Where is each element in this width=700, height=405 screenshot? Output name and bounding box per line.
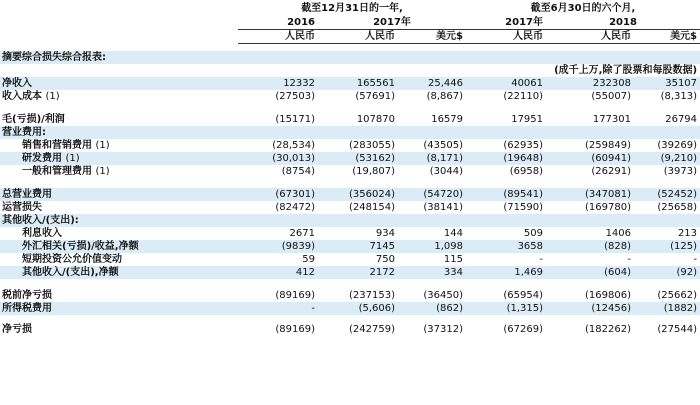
row-label: 毛(亏损)/利润 <box>0 113 238 126</box>
cell: (169780) <box>546 201 634 214</box>
cell: 2172 <box>318 266 398 279</box>
row-label: 短期投资公允价值变动 <box>0 253 238 266</box>
cell: (604) <box>546 266 634 279</box>
row-label: 净亏损 <box>0 323 238 336</box>
table-row <box>0 113 700 126</box>
table-row <box>0 201 700 214</box>
table-row <box>0 253 700 266</box>
cell: (19,807) <box>318 165 398 178</box>
cell: 7145 <box>318 240 398 253</box>
cell: (52452) <box>634 188 700 201</box>
table-row <box>0 139 700 152</box>
cell: (27544) <box>634 323 700 336</box>
row-label: 运营损失 <box>0 201 238 214</box>
cell: (57691) <box>318 90 398 103</box>
cell: (60941) <box>546 152 634 165</box>
table-row <box>0 227 700 240</box>
cell: (67269) <box>466 323 546 336</box>
cell: (8,171) <box>398 152 466 165</box>
cell: 1,469 <box>466 266 546 279</box>
cell: (25662) <box>634 289 700 302</box>
cell: - <box>238 302 318 315</box>
row-label: 收入成本 (1) <box>0 90 238 103</box>
currency-col-4: 人民币 <box>466 30 546 44</box>
cell: (28,534) <box>238 139 318 152</box>
cell: (12456) <box>546 302 634 315</box>
cell: 107870 <box>318 113 398 126</box>
cell: (5,606) <box>318 302 398 315</box>
currency-col-1: 人民币 <box>238 30 318 44</box>
cell: (8,313) <box>634 90 700 103</box>
cell: (27503) <box>238 90 318 103</box>
cell: (82472) <box>238 201 318 214</box>
period-year-ended: 截至12月31日的一年, <box>238 0 466 16</box>
table-row <box>0 240 700 253</box>
cell: (6958) <box>466 165 546 178</box>
cell: (30,013) <box>238 152 318 165</box>
row-label: 营业费用: <box>0 126 238 139</box>
cell: (3973) <box>634 165 700 178</box>
cell: 177301 <box>546 113 634 126</box>
cell: (125) <box>634 240 700 253</box>
cell: (39269) <box>634 139 700 152</box>
cell: 17951 <box>466 113 546 126</box>
year-col-2: 2017年 <box>318 16 466 30</box>
cell: - <box>546 253 634 266</box>
cell: 213 <box>634 227 700 240</box>
cell: (283055) <box>318 139 398 152</box>
cell: (248154) <box>318 201 398 214</box>
cell: (38141) <box>398 201 466 214</box>
cell: 115 <box>398 253 466 266</box>
cell: (25658) <box>634 201 700 214</box>
table-row <box>0 126 700 139</box>
row-label: 所得税费用 <box>0 302 238 315</box>
cell: 2671 <box>238 227 318 240</box>
row-label: 其他收入/(支出): <box>0 214 238 227</box>
row-label: 利息收入 <box>0 227 238 240</box>
currency-col-3: 美元$ <box>398 30 466 44</box>
year-col-1: 2016 <box>238 16 318 30</box>
cell: 3658 <box>466 240 546 253</box>
cell: 750 <box>318 253 398 266</box>
cell: (67301) <box>238 188 318 201</box>
cell: 412 <box>238 266 318 279</box>
cell: (54720) <box>398 188 466 201</box>
cell: (9,210) <box>634 152 700 165</box>
cell: 25,446 <box>398 77 466 90</box>
cell: (8,867) <box>398 90 466 103</box>
currency-col-5: 人民币 <box>546 30 634 44</box>
cell: 232308 <box>546 77 634 90</box>
cell: (89541) <box>466 188 546 201</box>
table-row <box>0 289 700 302</box>
cell: (36450) <box>398 289 466 302</box>
cell: - <box>634 253 700 266</box>
cell: (65954) <box>466 289 546 302</box>
cell: 934 <box>318 227 398 240</box>
table-row <box>0 77 700 90</box>
currency-col-6: 美元$ <box>634 30 700 44</box>
cell: (347081) <box>546 188 634 201</box>
cell: (15171) <box>238 113 318 126</box>
cell: 334 <box>398 266 466 279</box>
cell: (259849) <box>546 139 634 152</box>
row-label: 税前净亏损 <box>0 289 238 302</box>
table-row <box>0 165 700 178</box>
section-title: 摘要综合损失综合报表: <box>0 51 238 64</box>
cell: 12332 <box>238 77 318 90</box>
row-label: 外汇相关(亏损)/收益,净额 <box>0 240 238 253</box>
row-label: 研发费用 (1) <box>0 152 238 165</box>
row-label: 一般和管理费用 (1) <box>0 165 238 178</box>
cell: (53162) <box>318 152 398 165</box>
table-row <box>0 302 700 315</box>
cell: (8754) <box>238 165 318 178</box>
cell: 16579 <box>398 113 466 126</box>
cell: (828) <box>546 240 634 253</box>
table-row <box>0 90 700 103</box>
cell: (55007) <box>546 90 634 103</box>
cell: (3044) <box>398 165 466 178</box>
table-row <box>0 152 700 165</box>
cell: (92) <box>634 266 700 279</box>
period-six-months: 截至6月30日的六个月, <box>466 0 700 16</box>
cell: (356024) <box>318 188 398 201</box>
cell: (1,315) <box>466 302 546 315</box>
cell: 1,098 <box>398 240 466 253</box>
cell: 40061 <box>466 77 546 90</box>
year-col-4: 2018 <box>546 16 700 30</box>
cell: (169806) <box>546 289 634 302</box>
currency-col-2: 人民币 <box>318 30 398 44</box>
cell: (242759) <box>318 323 398 336</box>
row-label: 净收入 <box>0 77 238 90</box>
cell: - <box>466 253 546 266</box>
table-row <box>0 188 700 201</box>
cell: 26794 <box>634 113 700 126</box>
cell: (43505) <box>398 139 466 152</box>
row-label: 销售和营销费用 (1) <box>0 139 238 152</box>
unit-note: (成千上万,除了股票和每股数据) <box>238 64 700 77</box>
cell: (89169) <box>238 323 318 336</box>
table-row <box>0 214 700 227</box>
cell: (182262) <box>546 323 634 336</box>
cell: (22110) <box>466 90 546 103</box>
cell: 144 <box>398 227 466 240</box>
cell: (26291) <box>546 165 634 178</box>
cell: (19648) <box>466 152 546 165</box>
row-label: 总营业费用 <box>0 188 238 201</box>
row-label: 其他收入/(支出),净额 <box>0 266 238 279</box>
cell: (862) <box>398 302 466 315</box>
table-row <box>0 323 700 336</box>
cell: (1882) <box>634 302 700 315</box>
cell: 35107 <box>634 77 700 90</box>
cell: (9839) <box>238 240 318 253</box>
cell: (237153) <box>318 289 398 302</box>
cell: (37312) <box>398 323 466 336</box>
year-col-3: 2017年 <box>466 16 546 30</box>
cell: (62935) <box>466 139 546 152</box>
table-row <box>0 266 700 279</box>
cell: (89169) <box>238 289 318 302</box>
cell: 165561 <box>318 77 398 90</box>
cell: 509 <box>466 227 546 240</box>
cell: 59 <box>238 253 318 266</box>
cell: 1406 <box>546 227 634 240</box>
cell: (71590) <box>466 201 546 214</box>
